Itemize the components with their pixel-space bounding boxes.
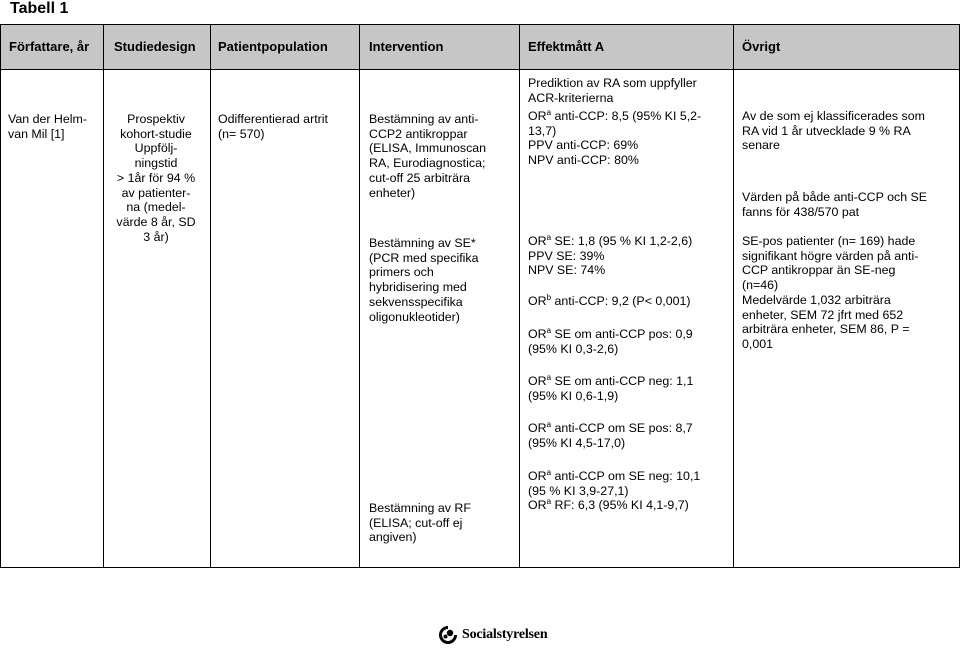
intervention-se: Bestämning av SE* (PCR med specifika primers och hybridisering med sekvensspecifika oligonukleotider) <box>369 236 479 324</box>
effect-se-neg: $OR^a$ SE om anti-CCP neg: 1,1 (95% KI 0,6-1,9) <box>528 373 694 403</box>
logo-text: Socialstyrelsen <box>462 627 548 642</box>
socialstyrelsen-logo <box>437 625 547 645</box>
socialstyrelsen-emblem-icon <box>437 625 459 645</box>
header-author: Författare, år <box>9 39 90 54</box>
header-effect: Effektmått A <box>528 39 605 54</box>
population-cell: Odifferentierad artrit (n= 570) <box>218 112 328 141</box>
effect-se-pos: $OR^a$ SE om anti-CCP pos: 0,9 (95% KI 0,3-2,6) <box>528 326 693 356</box>
intervention-rf: Bestämning av RF (ELISA; cut-off ej angiven) <box>369 501 471 545</box>
effect-anticcp: $OR^a$ anti-CCP: 8,5 (95% KI 5,2- 13,7) PPV anti-CCP: 69% NPV anti-CCP: 80% <box>528 108 702 168</box>
other-classification: Av de som ej klassificerades som RA vid 1 år utvecklade 9 % RA senare <box>742 109 925 153</box>
author-cell: Van der Helm- van Mil [1] <box>8 112 87 141</box>
evidence-table <box>0 24 960 568</box>
other-se-pos: SE-pos patienter (n= 169) hade signifikant högre värden på anti- CCP antikroppar än SE-neg (n=46) Medelvärde 1,032 arbiträra enheter, SEM 72 jfrt med 652 arbiträra enheter, SEM 86, P = 0,001 <box>742 234 919 351</box>
effect-ccp-neg: $OR^a$ anti-CCP om SE neg: 10,1 (95 % KI 3,9-27,1) $OR^a$ RF: 6,3 (95% KI 4,1-9,7) <box>528 468 701 513</box>
header-intervention: Intervention <box>369 39 444 54</box>
header-population: Patientpopulation <box>218 39 328 54</box>
effect-se: $OR^a$ SE: 1,8 (95 % KI 1,2-2,6) PPV SE: 39% NPV SE: 74% <box>528 233 693 278</box>
header-design: Studiedesign <box>114 39 196 54</box>
header-other: Övrigt <box>742 39 781 54</box>
intervention-anticcp: Bestämning av anti- CCP2 antikroppar (ELISA, Immunoscan RA, Eurodiagnostica; cut-off 25 arbiträra enheter) <box>369 112 487 200</box>
effect-or-b: $OR^b$ anti-CCP: 9,2 (P< 0,001) <box>528 293 691 308</box>
page-title: Tabell 1 <box>10 0 69 17</box>
other-values: Värden på både anti-CCP och SE fanns för 438/570 pat <box>742 190 928 219</box>
design-cell: Prospektiv kohort-studie Uppfölj- ningstid > 1år för 94 % av patienter- na (medel- värde 8 år, SD 3 år) <box>116 112 196 244</box>
effect-ccp-pos: $OR^a$ anti-CCP om SE pos: 8,7 (95% KI 4,5-17,0) <box>528 420 693 450</box>
effect-intro: Prediktion av RA som uppfyller ACR-kriterierna <box>528 76 697 105</box>
